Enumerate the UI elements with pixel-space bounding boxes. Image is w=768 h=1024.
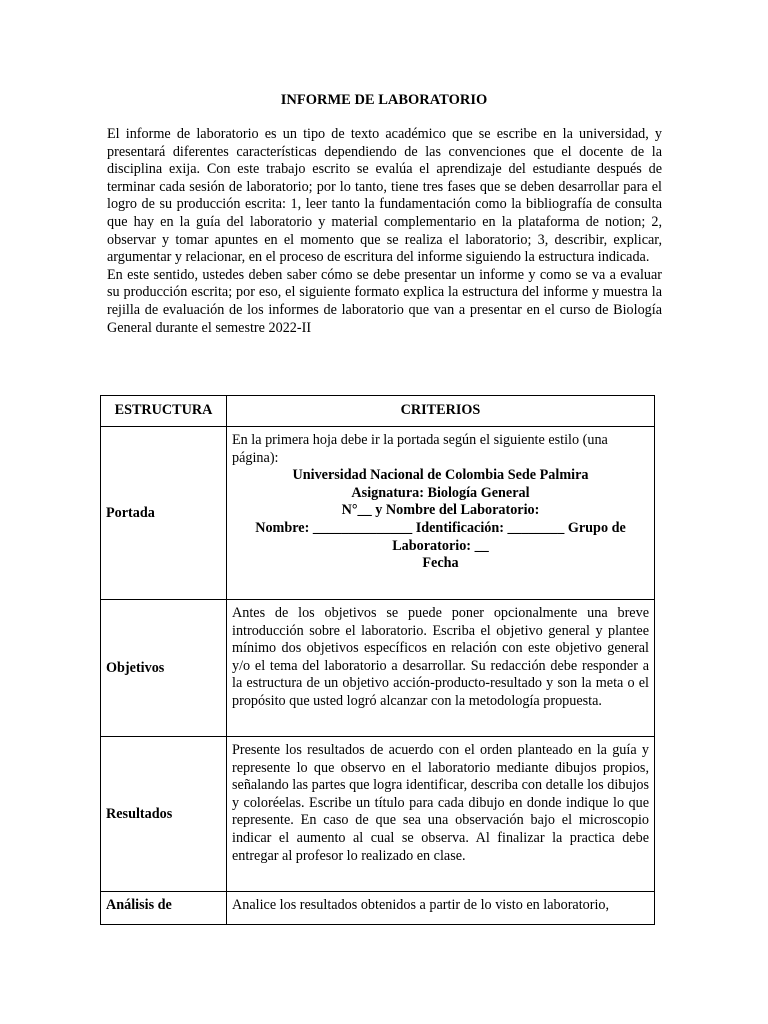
evaluation-table xyxy=(100,395,655,925)
objetivos-criteria: Antes de los objetivos se puede poner opcionalmente una breve introducción sobre el laboratorio. Escriba el objetivo general y plantee mínimo dos objetivos específicos en relación con este objetivo general y/o el tema del laboratorio a desarrollar. Su redacción debe responder a la estructura de un objetivo acción-producto-resultado y son la meta o el propósito que usted logró alcanzar con la metodología propuesta. xyxy=(227,600,655,737)
cover-name-line: Nombre: ______________ Identificación: ________ Grupo de Laboratorio: __ xyxy=(255,519,626,554)
analisis-criteria: Analice los resultados obtenidos a partir de lo visto en laboratorio, xyxy=(227,892,655,925)
row-label-portada: Portada xyxy=(101,427,227,600)
table-header-row xyxy=(101,396,655,427)
header-estructura: ESTRUCTURA xyxy=(101,396,227,427)
resultados-criteria: Presente los resultados de acuerdo con el orden planteado en la guía y represente lo que observo en el laboratorio mediante dibujos propios, señalando las partes que logra identificar, describa con detalle los dibujos y coloréelas. Escribe un título para cada dibujo en donde indique lo que represente. En caso de que sea una observación bajo el microscopio indicar el aumento al cual se observa. Al finalizar la practica debe entregar al profesor lo realizado en clase. xyxy=(227,737,655,892)
cover-university: Universidad Nacional de Colombia Sede Palmira xyxy=(292,467,589,484)
cover-lab-number: N°__ y Nombre del Laboratorio: xyxy=(341,502,540,519)
header-criterios: CRITERIOS xyxy=(227,396,655,427)
document-title: INFORME DE LABORATORIO xyxy=(280,92,488,108)
table-row-analisis xyxy=(101,892,655,925)
cover-date: Fecha xyxy=(422,555,459,572)
table-row-resultados xyxy=(101,737,655,892)
intro-text xyxy=(107,126,662,337)
cover-subject: Asignatura: Biología General xyxy=(351,484,530,501)
table-row-objetivos xyxy=(101,600,655,737)
row-label-analisis: Análisis de xyxy=(101,892,227,925)
row-label-resultados: Resultados xyxy=(101,737,227,892)
portada-intro: En la primera hoja debe ir la portada según el siguiente estilo (una página): xyxy=(232,432,608,466)
table-row-portada xyxy=(101,427,655,600)
row-label-objetivos: Objetivos xyxy=(101,600,227,737)
intro-paragraph-1: El informe de laboratorio es un tipo de texto académico que se escribe en la universidad, y presentará diferentes características dependiendo de las convenciones que el docente de la disciplina exija. Con este trabajo escrito se evalúa el aprendizaje del estudiante después de terminar cada sesión de laboratorio; por lo tanto, tiene tres fases que se deben desarrollar para el logro de su producción escrita: 1, leer tanto la fundamentación como la bibliografía de consulta que hay en la guía del laboratorio y material complementario en la plataforma de notion; 2, observar y tomar apuntes en el momento que se realiza el laboratorio; 3, describir, explicar, argumentar y relacionar, en el proceso de escritura del informe siguiendo la estructura indicada. xyxy=(107,126,662,266)
intro-paragraph-2: En este sentido, ustedes deben saber cómo se debe presentar un informe y como se va a evaluar su producción escrita; por eso, el siguiente formato explica la estructura del informe y muestra la rejilla de evaluación de los informes de laboratorio que van a presentar en el curso de Biología General durante el semestre 2022-II xyxy=(107,266,662,336)
portada-criteria xyxy=(227,427,655,600)
